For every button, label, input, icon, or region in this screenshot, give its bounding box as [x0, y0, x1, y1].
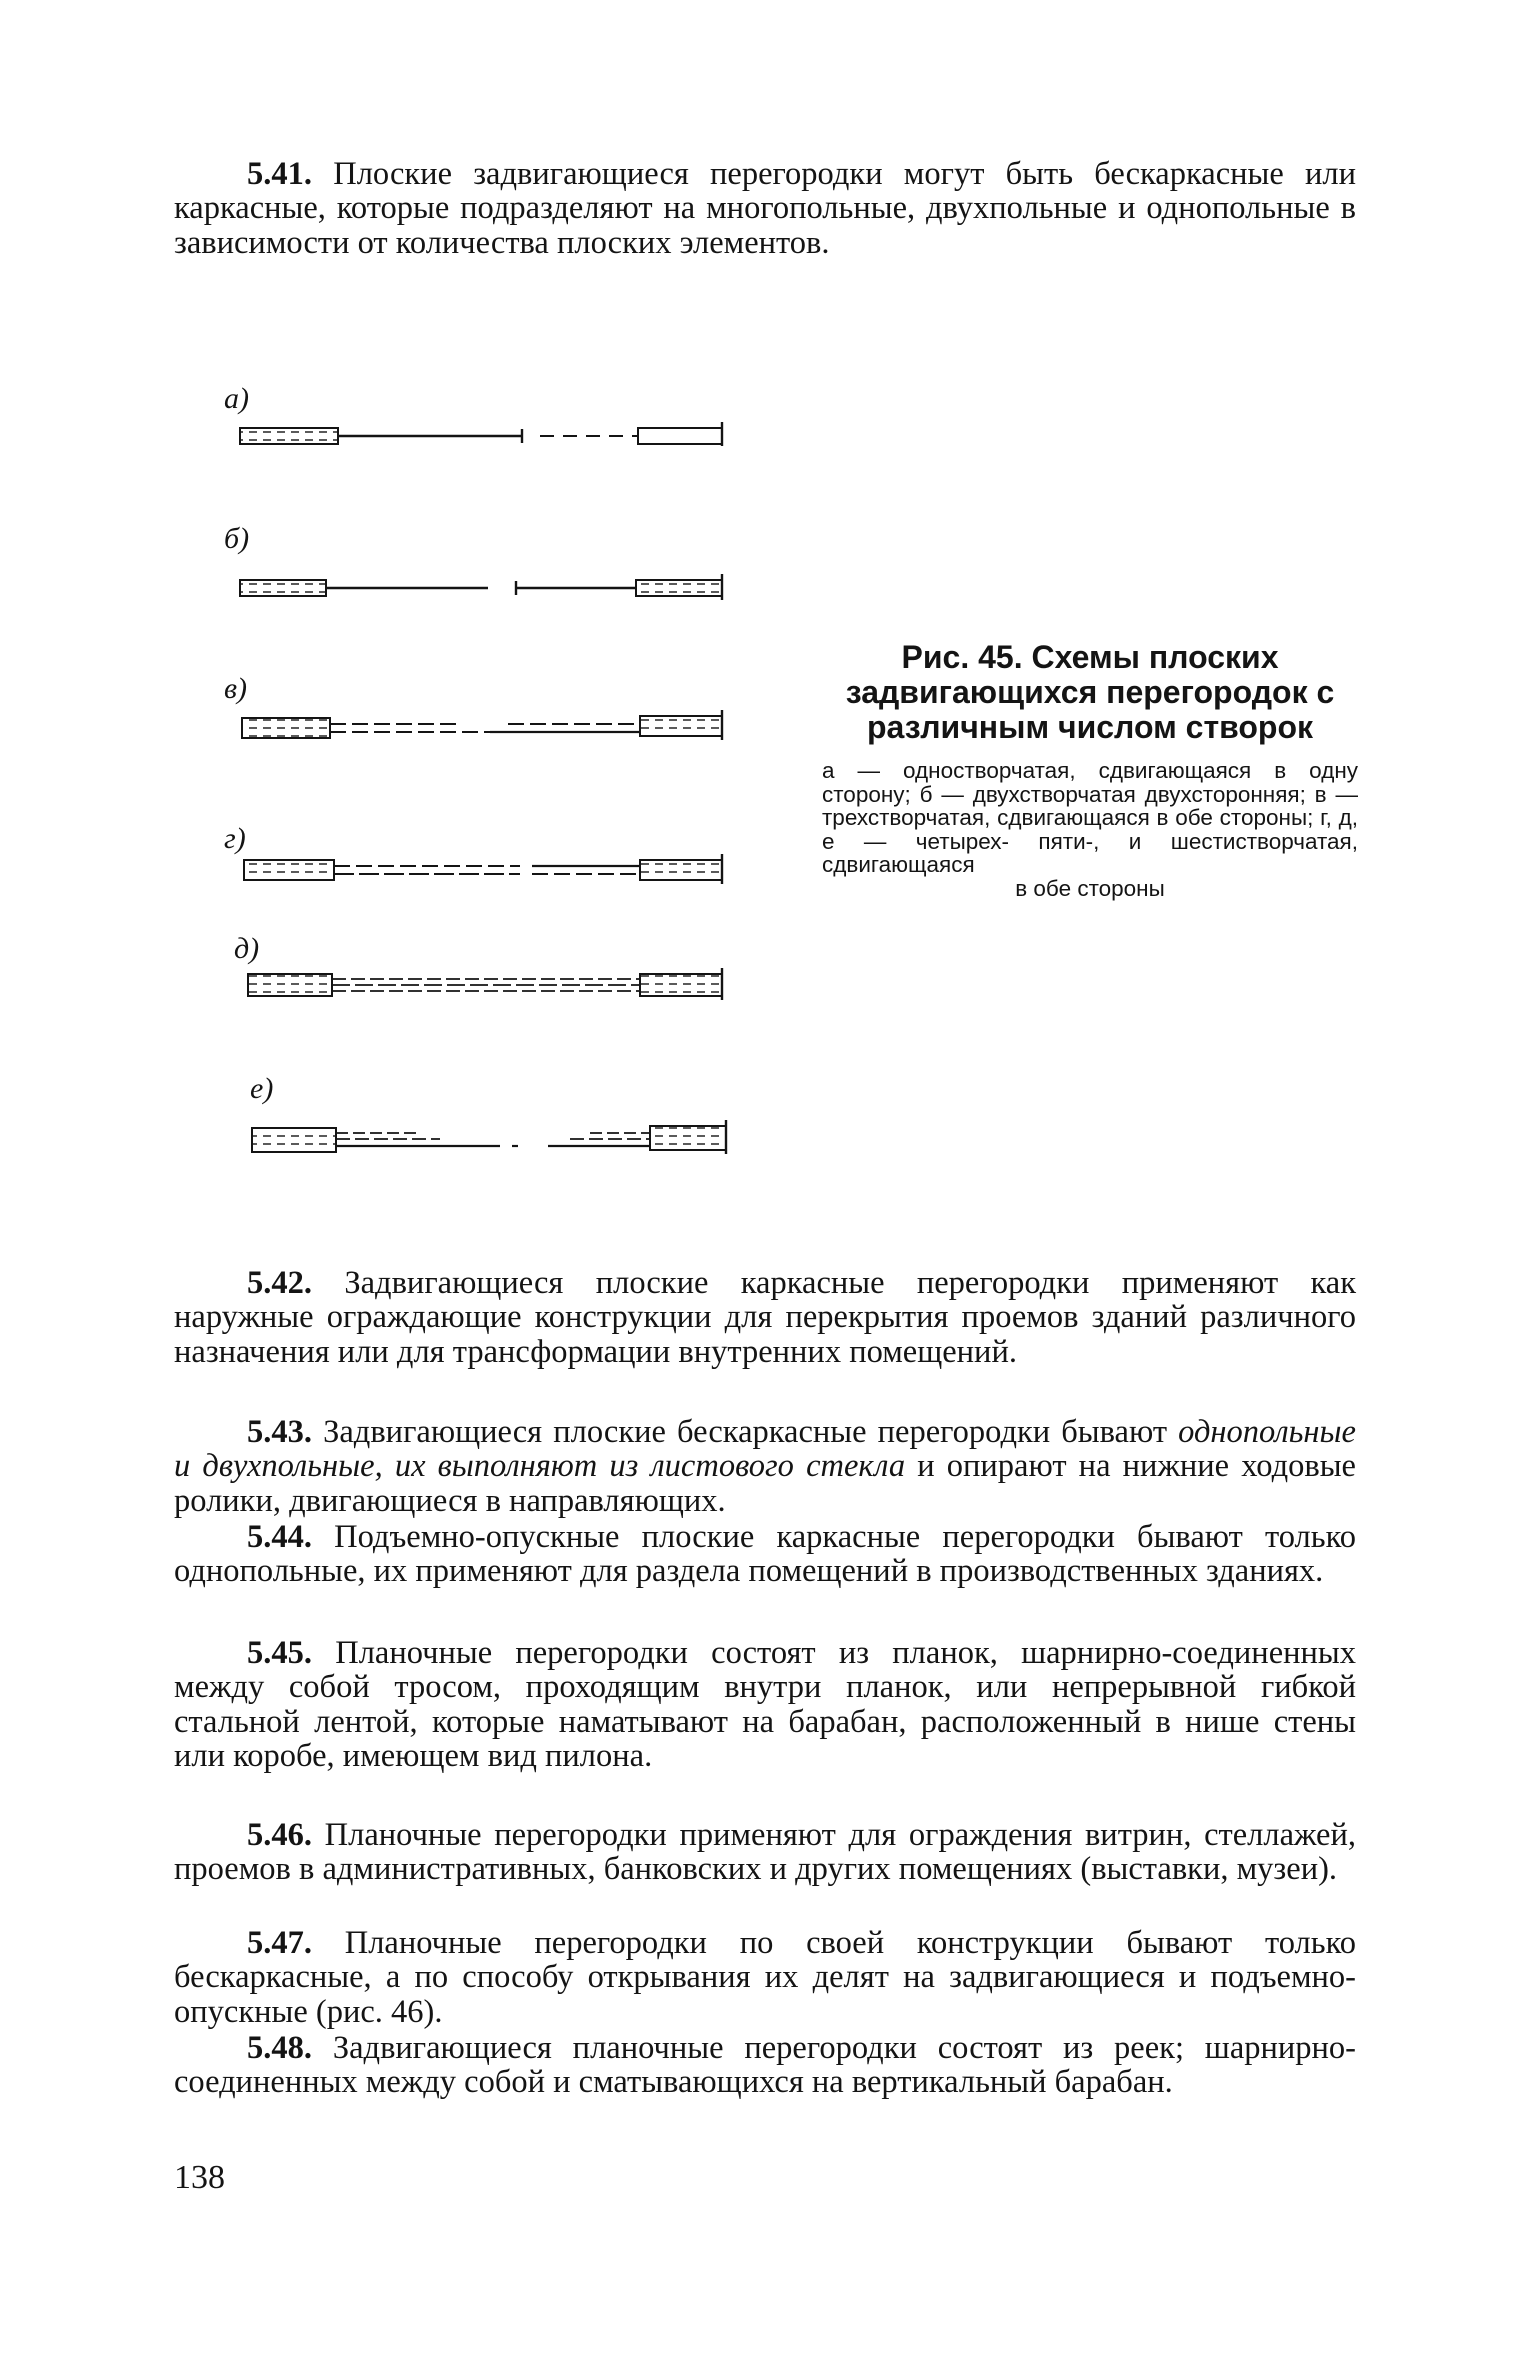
paragraph-5-44 [174, 1520, 1356, 1589]
paragraph-text: Подъемно-опускные плоские каркасные перегородки бывают только однопольные, их применяют для раздела помещений в производственных зданиях. [174, 1519, 1356, 1590]
scheme-b [224, 522, 722, 600]
label-e: е) [250, 1072, 274, 1105]
paragraph-5-48 [174, 2031, 1356, 2100]
paragraph-text: Задвигающиеся плоские бескаркасные перегородки бывают [312, 1414, 1179, 1450]
scheme-v [224, 672, 722, 740]
paragraph-text: Задвигающиеся планочные перегородки состоят из реек; шарнирно-соединенных между собой и сматывающихся на вертикальный барабан. [174, 2030, 1356, 2101]
scheme-g [224, 822, 722, 884]
label-v: в) [224, 672, 248, 705]
paragraph-number: 5.47. [247, 1925, 312, 1961]
caption-text [822, 759, 1358, 900]
caption-end: в обе стороны [1015, 875, 1165, 901]
partition-schemes-figure [220, 380, 780, 1200]
label-g: г) [224, 822, 246, 855]
paragraph-text-italic: однопольные и двухпольные, их выполняют из листового стекла [174, 1414, 1356, 1485]
caption-title: Рис. 45. Схемы плоских задвигающихся перегородок с различным числом створок [845, 639, 1335, 745]
scheme-e [250, 1072, 726, 1154]
label-d: д) [234, 932, 260, 965]
scheme-d [234, 932, 722, 1000]
paragraph-number: 5.43. [247, 1414, 312, 1450]
paragraph-5-41 [174, 157, 1356, 260]
paragraph-number: 5.48. [247, 2030, 312, 2066]
paragraph-number: 5.42. [247, 1265, 312, 1301]
paragraph-5-46 [174, 1818, 1356, 1887]
paragraph-5-47 [174, 1926, 1356, 2029]
paragraph-text: и опирают на нижние ходовые ролики, двигающиеся в направляющих. [174, 1448, 1356, 1519]
label-b: б) [224, 522, 250, 555]
scheme-a [224, 382, 722, 446]
page-number: 138 [174, 2159, 225, 2196]
paragraph-5-43 [174, 1415, 1356, 1518]
paragraph-5-42 [174, 1266, 1356, 1369]
paragraph-text: Планочные перегородки применяют для ограждения витрин, стеллажей, проемов в административных, банковских и других помещениях (выставки, музеи). [174, 1817, 1356, 1888]
paragraph-text: Планочные перегородки по своей конструкции бывают только бескаркасные, а по способу открывания их делят на задвигающиеся и подъемно-опускные (рис. 46). [174, 1925, 1356, 2030]
caption-body: а — одностворчатая, сдвигающаяся в одну сторону; б — двухстворчатая двухсторонняя; в — трехстворчатая, сдвигающаяся в обе стороны; г, д, е — четырех- пяти-, и шестистворчатая, сдвигающаяся [822, 758, 1358, 877]
paragraph-5-45 [174, 1636, 1356, 1774]
paragraph-text: Задвигающиеся плоские каркасные перегородки применяют как наружные ограждающие конструкции для перекрытия проемов зданий различного назначения или для трансформации внутренних помещений. [174, 1265, 1356, 1370]
figure-caption [822, 640, 1358, 900]
paragraph-text: Плоские задвигающиеся перегородки могут быть бескаркасные или каркасные, которые подразделяют на многопольные, двухпольные и однопольные в зависимости от количества плоских элементов. [174, 156, 1356, 261]
paragraph-number: 5.44. [247, 1519, 312, 1555]
label-a: а) [224, 382, 249, 415]
paragraph-text: Планочные перегородки состоят из планок, шарнирно-соединенных между собой тросом, проходящим внутри планок, или непрерывной гибкой стальной лентой, которые наматывают на барабан, расположенный в нише стены или коробе, имеющем вид пилона. [174, 1635, 1356, 1775]
paragraph-number: 5.41. [247, 156, 312, 192]
paragraph-number: 5.45. [247, 1635, 312, 1671]
paragraph-number: 5.46. [247, 1817, 312, 1853]
